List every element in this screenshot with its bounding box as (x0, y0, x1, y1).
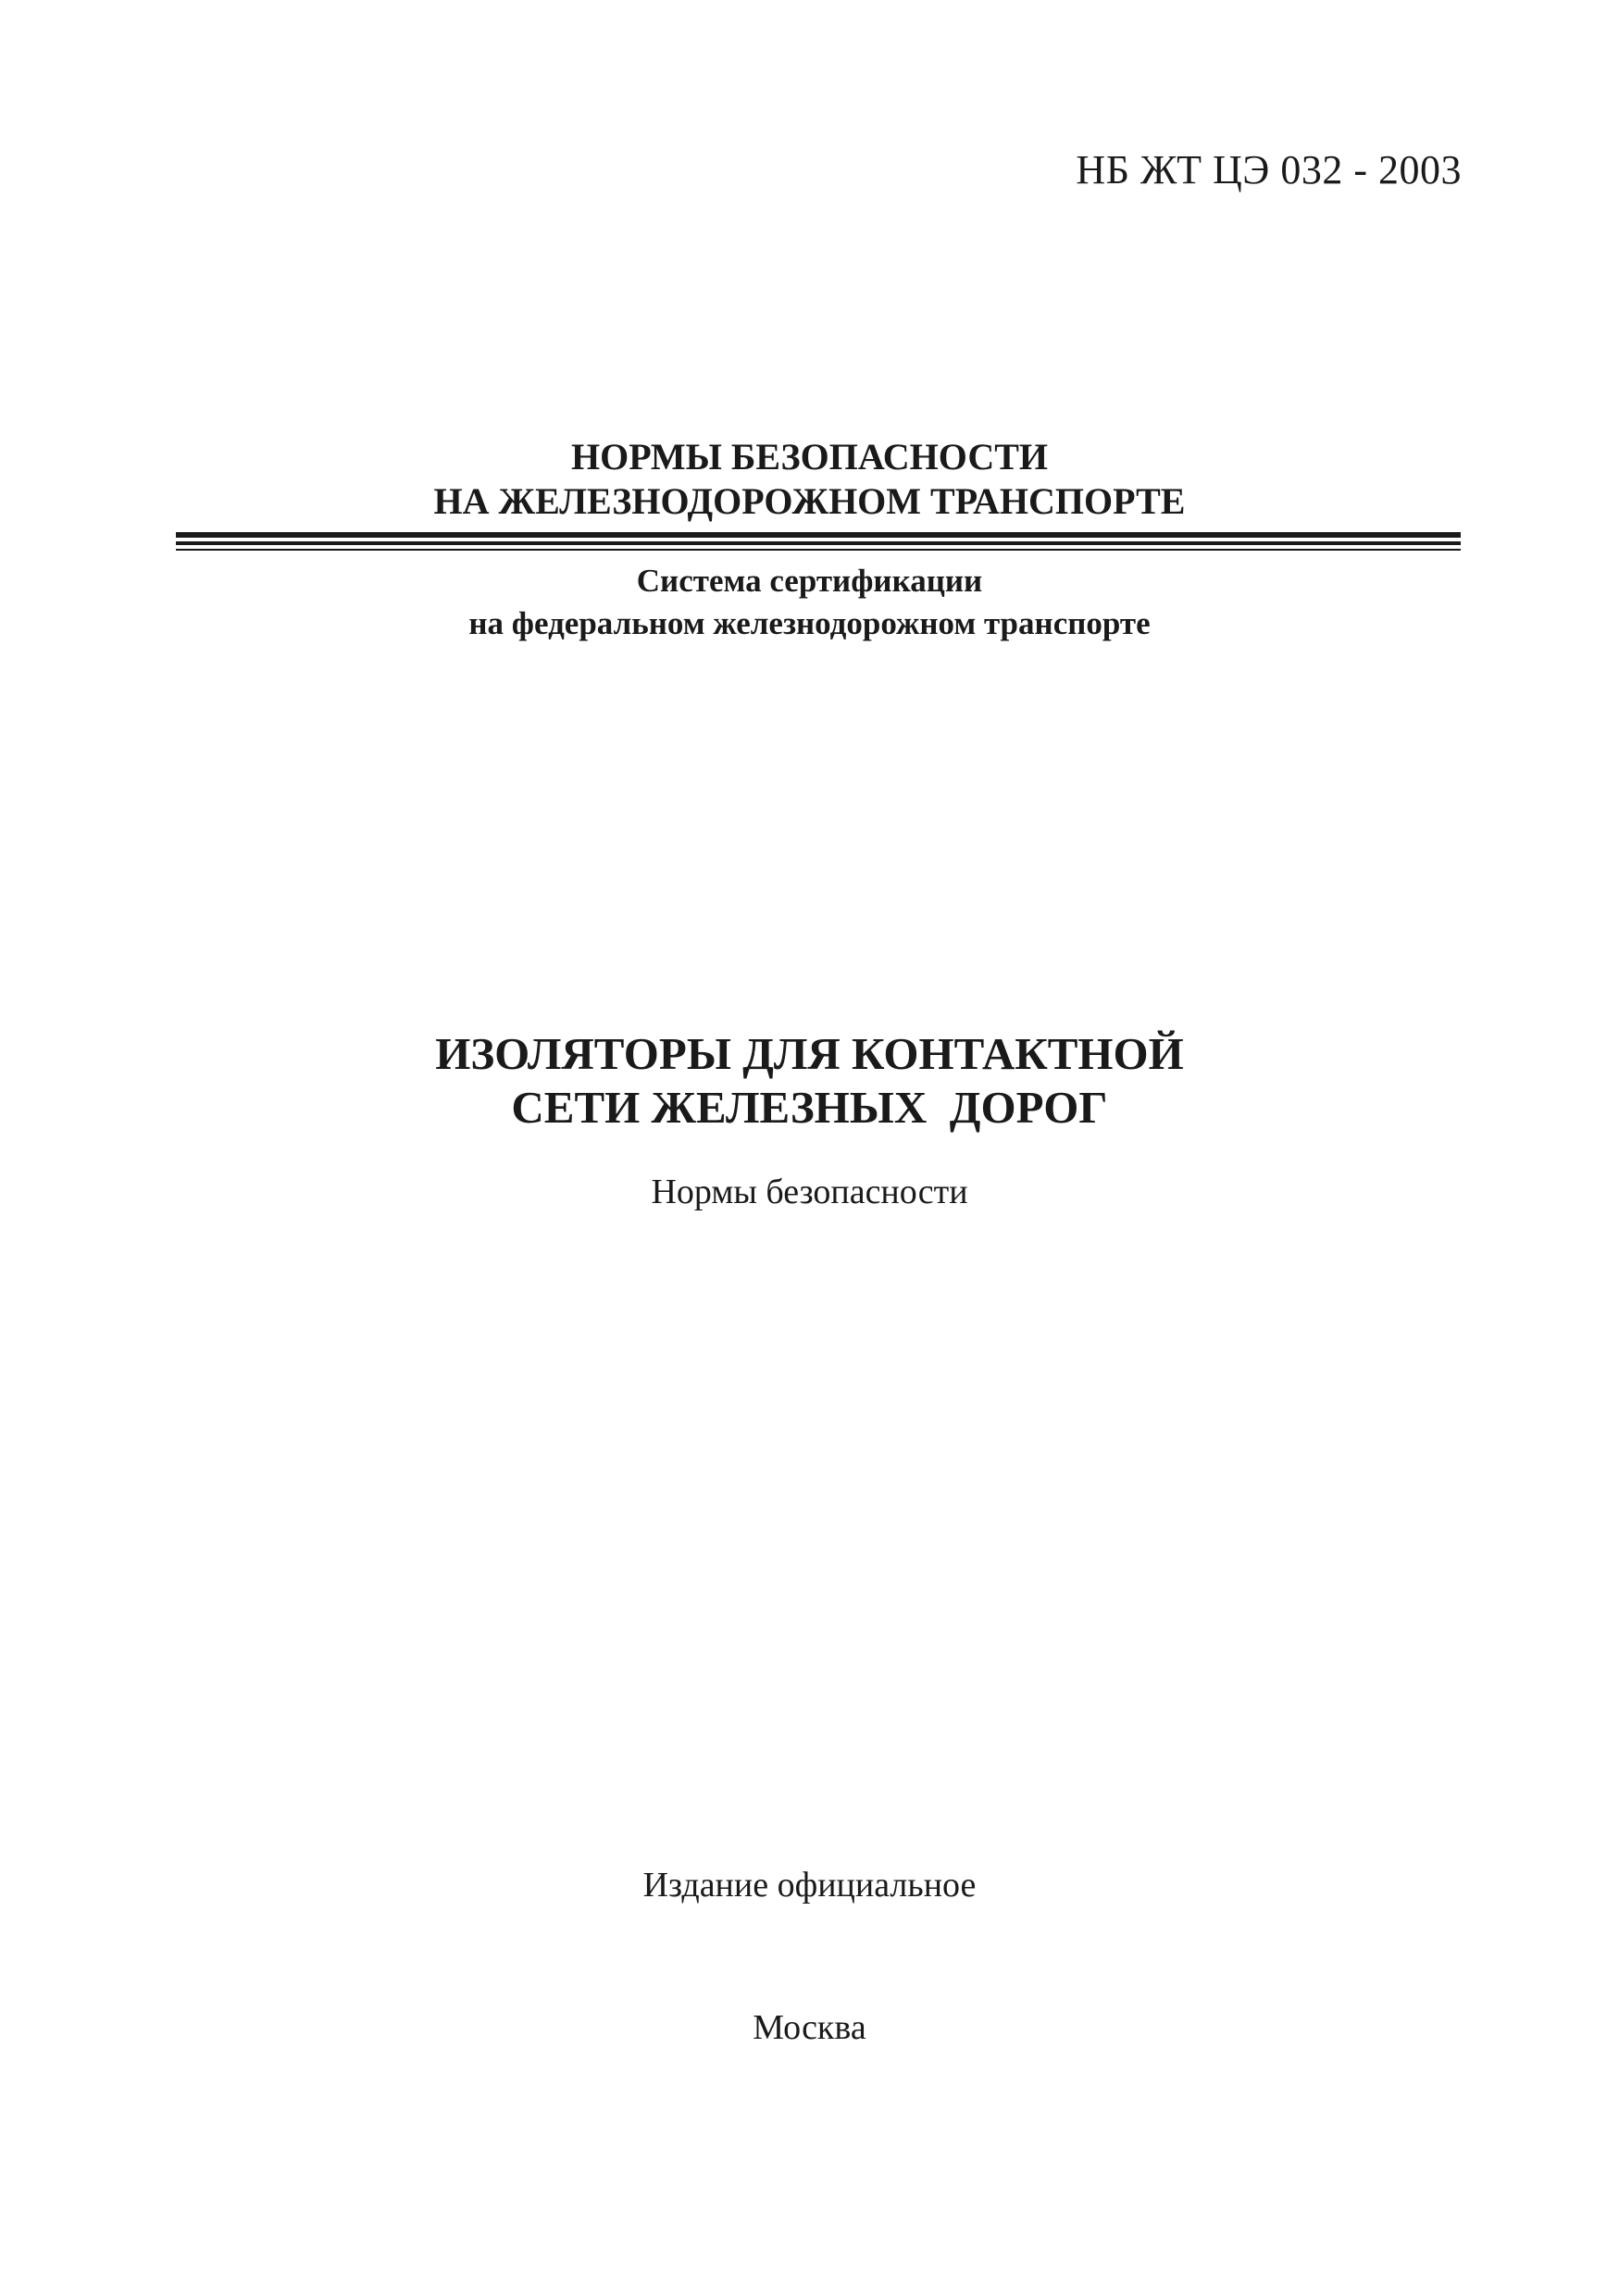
document-title-line-2: СЕТИ ЖЕЛЕЗНЫХ ДОРОГ (511, 1082, 1108, 1133)
certification-system-line-1: Система сертификации (636, 563, 983, 599)
divider-line-medium (176, 541, 1461, 545)
header-title-line-2: НА ЖЕЛЕЗНОДОРОЖНОМ ТРАНСПОРТЕ (433, 480, 1186, 522)
header-divider (176, 532, 1461, 554)
certification-system-line-2: на федеральном железнодорожном транспорте (468, 605, 1151, 641)
document-code: НБ ЖТ ЦЭ 032 - 2003 (1076, 147, 1462, 192)
document-subtitle: Нормы безопасности (651, 1173, 968, 1211)
document-title-line-1: ИЗОЛЯТОРЫ ДЛЯ КОНТАКТНОЙ (435, 1028, 1184, 1079)
certification-system-title (0, 560, 1619, 645)
header-title-line-1: НОРМЫ БЕЗОПАСНОСТИ (570, 436, 1049, 478)
header-title (0, 435, 1619, 524)
edition-note: Издание официальное (642, 1866, 977, 1905)
publication-city: Москва (753, 2008, 866, 2047)
document-title (0, 1027, 1619, 1135)
divider-line-thin (176, 549, 1461, 551)
divider-line-thick (176, 532, 1461, 538)
